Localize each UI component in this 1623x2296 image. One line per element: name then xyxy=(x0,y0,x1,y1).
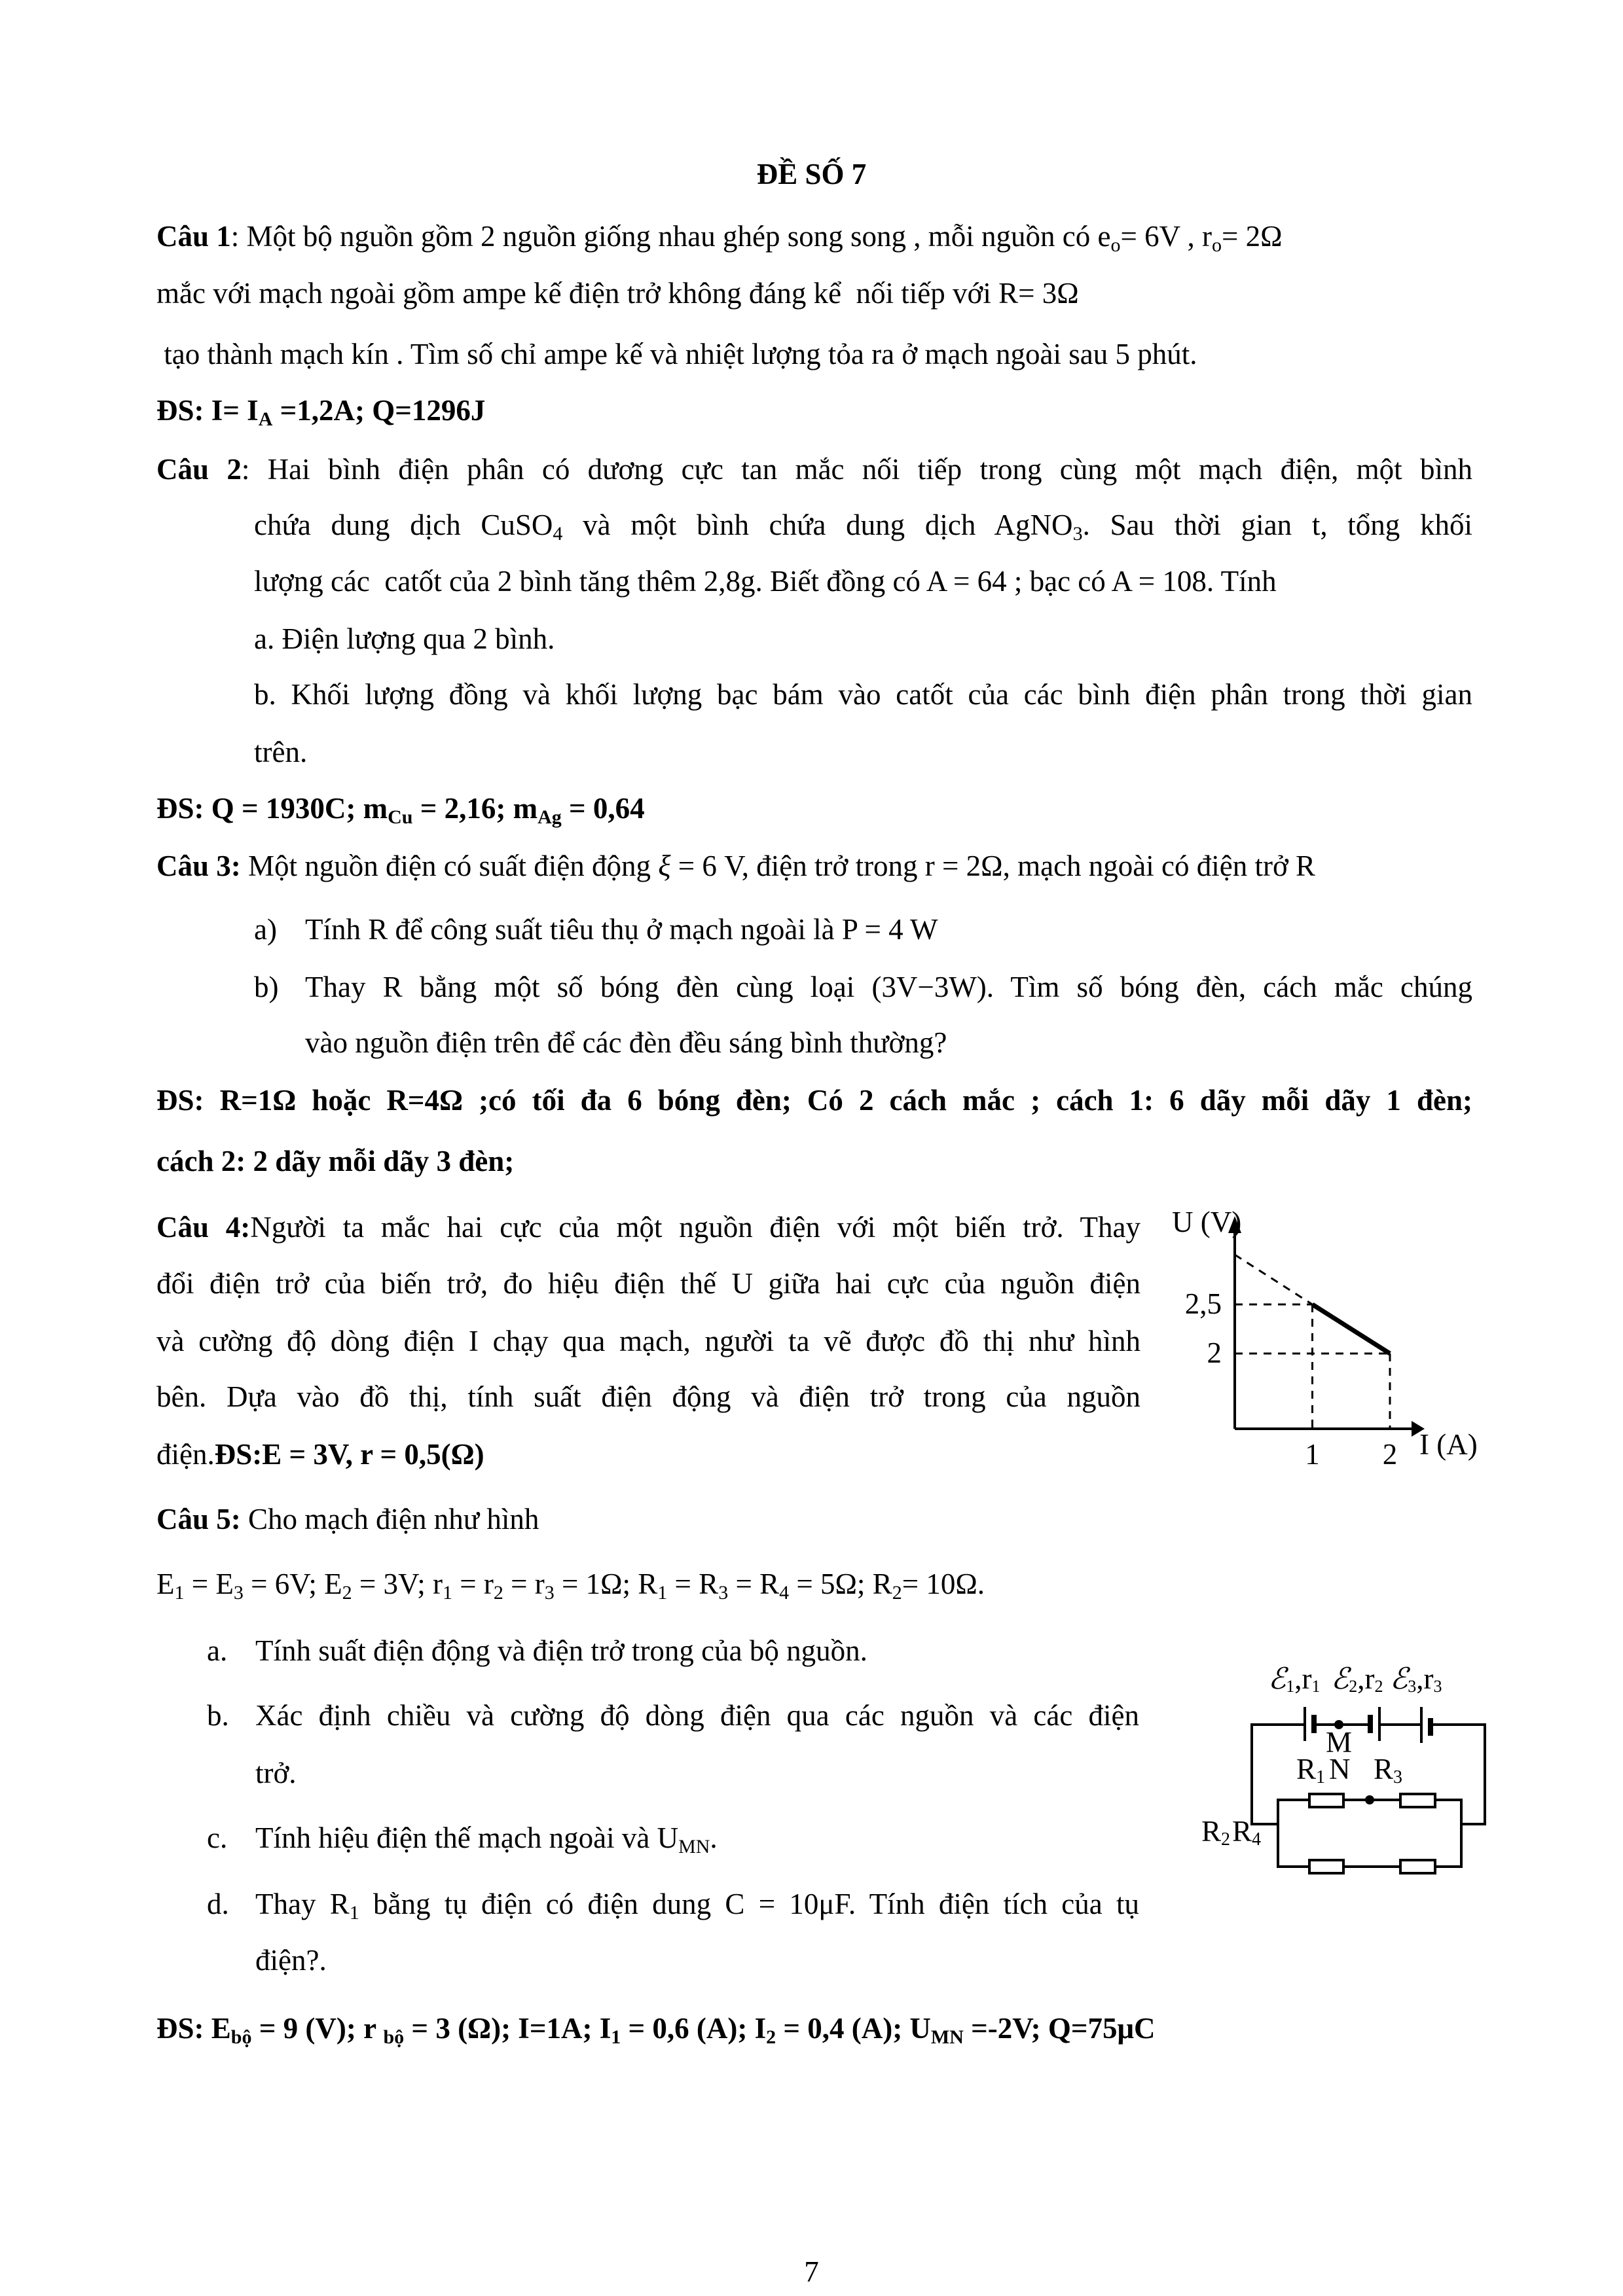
text-segment: = 0,6 (A); I xyxy=(621,2012,767,2045)
subscript: 4 xyxy=(779,1582,790,1604)
text-segment: chứa dung dịch CuSO xyxy=(254,509,553,541)
subscript: 3 xyxy=(1072,523,1083,545)
subscript: 3 xyxy=(718,1582,729,1604)
text-segment: lượng các catốt của 2 bình tăng thêm 2,8g. Biết đồng có A = 64 ; bạc có A = 108. Tính xyxy=(254,565,1277,598)
text-segment: vào nguồn điện trên để các đèn đều sáng bình thường? xyxy=(305,1026,947,1059)
text-segment: Câu 4: xyxy=(156,1211,251,1244)
subscript: bộ xyxy=(230,2026,252,2048)
list-marker: b) xyxy=(254,971,279,1003)
subscript: 3 xyxy=(233,1582,244,1604)
subscript: o xyxy=(1212,234,1222,256)
source-label-1 xyxy=(1268,1662,1321,1696)
page-number: 7 xyxy=(804,2255,819,2288)
text-segment: = r xyxy=(503,1568,545,1600)
emf-symbol: ℰ xyxy=(1331,1662,1349,1695)
circuit-labels xyxy=(1201,1662,1442,1850)
y-tick-label: 2 xyxy=(1207,1336,1222,1369)
text-segment: tạo thành mạch kín . Tìm số chỉ ampe kế và nhiệt lượng tỏa ra ở mạch ngoài sau 5 phút. xyxy=(156,338,1197,370)
text-segment: = 9 (V); r xyxy=(251,2012,384,2045)
label-main: R xyxy=(1374,1753,1394,1785)
node-n-dot xyxy=(1365,1795,1374,1804)
text-segment: Người ta mắc hai cực của một nguồn điện với một biến trở. Thay xyxy=(250,1211,1141,1244)
text-segment: điện?. xyxy=(255,1944,327,1977)
label-main: R xyxy=(1201,1815,1222,1848)
text-segment: ξ xyxy=(658,850,671,882)
wire-right xyxy=(1431,1725,1485,1824)
text-segment: bên. Dựa vào đồ thị, tính suất điện động và điện trở trong của nguồn xyxy=(156,1380,1140,1413)
node-n-label: N xyxy=(1329,1753,1351,1785)
text-segment: ĐS:E = 3V, r = 0,5(Ω) xyxy=(214,1438,484,1471)
subscript: 2 xyxy=(892,1582,902,1604)
text-segment: = E xyxy=(184,1568,234,1600)
list-marker: d. xyxy=(207,1888,229,1920)
subscript: o xyxy=(1110,234,1121,256)
text-segment: = R xyxy=(667,1568,719,1600)
subscript: 2 xyxy=(766,2026,776,2048)
subscript: Ag xyxy=(538,806,562,828)
text-segment: = 1Ω; R xyxy=(554,1568,658,1600)
text-segment: = r xyxy=(452,1568,494,1600)
text-segment: =-2V; Q=75μC xyxy=(963,2012,1156,2045)
emf-symbol: ℰ xyxy=(1268,1662,1286,1695)
text-segment: Tính suất điện động và điện trở trong của bộ nguồn. xyxy=(255,1634,867,1667)
text-segment: ĐS: E xyxy=(156,2012,231,2045)
text-segment: = 6V , r xyxy=(1120,220,1213,253)
label-sub: 3 xyxy=(1393,1767,1403,1787)
label-sub: 2 xyxy=(1221,1829,1231,1850)
x-tick-label: 1 xyxy=(1305,1438,1320,1471)
subscript: 3 xyxy=(544,1582,555,1604)
text-segment: = 0,64 xyxy=(561,792,645,825)
subscript: 1 xyxy=(174,1582,185,1604)
text-segment: Tính R để công suất tiêu thụ ở mạch ngoài là P = 4 W xyxy=(305,913,938,946)
resistor-r4 xyxy=(1400,1860,1435,1873)
text-segment: trở. xyxy=(255,1757,297,1789)
r2-label xyxy=(1201,1815,1230,1850)
text-segment: : Hai bình điện phân có dương cực tan mắc nối tiếp trong cùng một mạch điện, một bình xyxy=(241,453,1472,486)
resistance-symbol: r xyxy=(1302,1662,1312,1695)
resistance-symbol: r xyxy=(1364,1662,1375,1695)
r1-label xyxy=(1296,1753,1325,1787)
text-segment: điện. xyxy=(156,1438,215,1471)
text-segment: . xyxy=(710,1821,718,1854)
comma: , xyxy=(1357,1662,1365,1695)
subscript: 1 xyxy=(442,1582,452,1604)
label-sub: 1 xyxy=(1316,1767,1326,1787)
text-segment: = 5Ω; R xyxy=(789,1568,892,1600)
text-segment: b. Khối lượng đồng và khối lượng bạc bám vào catốt của các bình điện phân trong thời gian xyxy=(254,678,1472,711)
label-main: R xyxy=(1232,1815,1252,1848)
y-axis-label: U (V) xyxy=(1172,1206,1242,1238)
emf-subscript: 2 xyxy=(1349,1677,1358,1696)
text-segment: đổi điện trở của biến trở, đo hiệu điện thế U giữa hai cực của nguồn điện xyxy=(156,1267,1140,1300)
subscript: MN xyxy=(930,2026,964,2048)
subscript: 1 xyxy=(611,2026,621,2048)
subscript: MN xyxy=(678,1836,710,1857)
subscript: bộ xyxy=(383,2026,405,2048)
subscript: 1 xyxy=(349,1902,359,1924)
comma: , xyxy=(1294,1662,1302,1695)
text-segment: = 6 V, điện trở trong r = 2Ω, mạch ngoài có điện trở R xyxy=(670,850,1316,882)
subscript: 1 xyxy=(657,1582,668,1604)
emf-subscript: 1 xyxy=(1286,1677,1295,1696)
resistance-subscript: 1 xyxy=(1311,1677,1321,1696)
text-segment: trên. xyxy=(254,736,308,768)
label-sub: 4 xyxy=(1252,1829,1262,1850)
r4-label xyxy=(1232,1815,1261,1850)
text-segment: Thay R bằng một số bóng đèn cùng loại (3V−3W). Tìm số bóng đèn, cách mắc chúng xyxy=(305,971,1472,1003)
subscript: A xyxy=(258,408,273,430)
node-m-label: M xyxy=(1325,1726,1353,1759)
text-segment: ĐS: I= I xyxy=(156,394,259,427)
source-label-2 xyxy=(1331,1662,1383,1696)
resistor-r2 xyxy=(1309,1860,1343,1873)
r3-label xyxy=(1374,1753,1402,1787)
text-segment: = 2,16; m xyxy=(412,792,538,825)
text-segment: = 3V; r xyxy=(352,1568,443,1600)
list-marker: a) xyxy=(254,913,277,946)
text-segment: ĐS: Q = 1930C; m xyxy=(156,792,388,825)
text-segment: Một nguồn điện có suất điện động xyxy=(240,850,659,882)
text-segment: =1,2A; Q=1296J xyxy=(272,394,486,427)
subscript: 4 xyxy=(553,523,563,545)
text-segment: = 3 (Ω); I=1A; I xyxy=(404,2012,611,2045)
text-segment: và một bình chứa dung dịch AgNO xyxy=(562,509,1073,541)
text-segment: mắc với mạch ngoài gồm ampe kế điện trở không đáng kể nối tiếp với R= 3Ω xyxy=(156,277,1079,310)
resistor-r3 xyxy=(1400,1794,1435,1807)
comma: , xyxy=(1416,1662,1424,1695)
y-tick-label: 2,5 xyxy=(1184,1287,1222,1320)
text-segment: bằng tụ điện có điện dung C = 10μF. Tính điện tích của tụ xyxy=(359,1888,1139,1920)
text-segment: . Sau thời gian t, tổng khối xyxy=(1082,509,1472,541)
subscript: 2 xyxy=(493,1582,503,1604)
text-segment: = 10Ω. xyxy=(902,1568,985,1600)
resistance-symbol: r xyxy=(1423,1662,1434,1695)
text-segment: Tính hiệu điện thế mạch ngoài và U xyxy=(255,1821,679,1854)
x-axis-label: I (A) xyxy=(1419,1428,1478,1461)
subscript: Cu xyxy=(388,806,413,828)
list-marker: c. xyxy=(207,1821,228,1854)
text-segment: Cho mạch điện như hình xyxy=(240,1503,539,1535)
source-label-3 xyxy=(1390,1662,1442,1696)
text-segment: ĐS: xyxy=(156,1084,204,1117)
text-segment: Câu 3: xyxy=(156,850,241,882)
text-segment: Câu 2 xyxy=(156,453,242,486)
text-segment: a. Điện lượng qua 2 bình. xyxy=(254,622,555,655)
emf-subscript: 3 xyxy=(1408,1677,1417,1696)
text-segment: Câu 1 xyxy=(156,220,231,253)
label-main: R xyxy=(1296,1753,1317,1785)
text-segment: Thay R xyxy=(255,1888,350,1920)
list-marker: b. xyxy=(207,1699,229,1732)
text-segment: = R xyxy=(728,1568,780,1600)
text-segment: : Một bộ nguồn gồm 2 nguồn giống nhau ghép song song , mỗi nguồn có e xyxy=(230,220,1111,253)
text-segment: và cường độ dòng điện I chạy qua mạch, người ta vẽ được đồ thị như hình xyxy=(156,1325,1140,1357)
text-segment: R=1Ω hoặc R=4Ω ;có tối đa 6 bóng đèn; Có 2 cách mắc ; cách 1: 6 dãy mỗi dãy 1 đèn; xyxy=(204,1084,1472,1117)
text-segment: = 6V; E xyxy=(243,1568,342,1600)
x-tick-label: 2 xyxy=(1382,1438,1398,1471)
subscript: 2 xyxy=(342,1582,352,1604)
text-segment: Câu 5: xyxy=(156,1503,241,1535)
text-segment: E xyxy=(156,1568,175,1600)
wire-parallel-top xyxy=(1278,1800,1309,1867)
list-marker: a. xyxy=(207,1634,228,1667)
page-title: ĐỀ SỐ 7 xyxy=(756,158,867,190)
resistance-subscript: 2 xyxy=(1374,1677,1383,1696)
resistor-r1 xyxy=(1309,1794,1343,1807)
text-segment: = 2Ω xyxy=(1222,220,1283,253)
text-segment: cách 2: 2 dãy mỗi dãy 3 đèn; xyxy=(156,1145,515,1177)
resistance-subscript: 3 xyxy=(1433,1677,1442,1696)
emf-symbol: ℰ xyxy=(1390,1662,1408,1695)
text-segment: = 0,4 (A); U xyxy=(776,2012,931,2045)
wire-parallel-right xyxy=(1435,1800,1461,1867)
text-segment: Xác định chiều và cường độ dòng điện qua các nguồn và các điện xyxy=(255,1699,1139,1732)
